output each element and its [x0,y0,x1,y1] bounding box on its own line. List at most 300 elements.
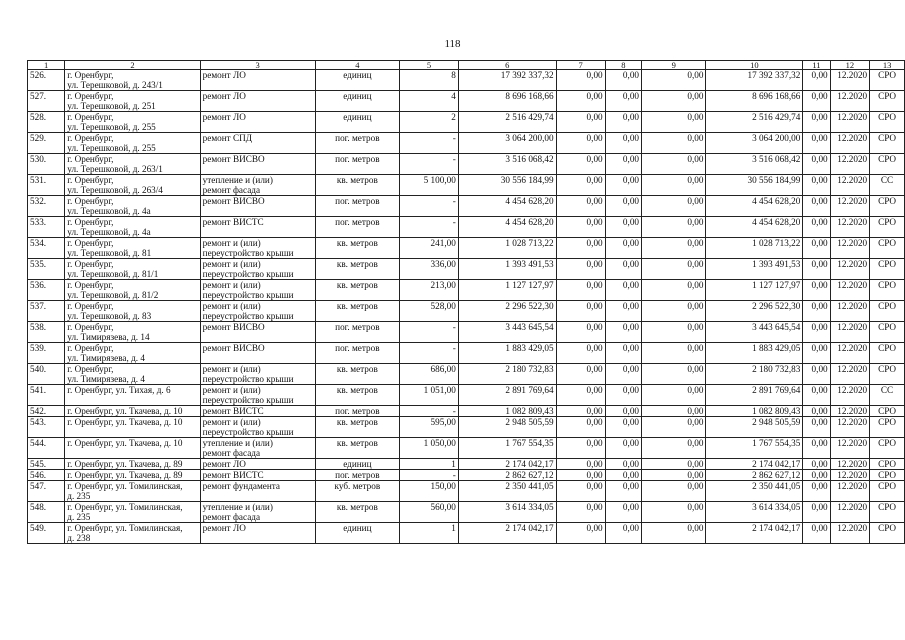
table-row [28,91,905,112]
cost-cell: 4 454 628,20 [458,196,556,217]
address-cell [65,133,200,154]
address-cell [65,196,200,217]
value-cell: 0,00 [556,438,605,459]
value-cell: 0,00 [642,406,706,417]
value-cell: 0,00 [642,175,706,196]
deadline-cell: 12.2020 [830,259,870,280]
address-cell [65,322,200,343]
table-row [28,417,905,438]
work-type-cell-line: переустройство крыши [202,269,294,279]
address-cell-line: ул. Терешковой, д. 255 [67,143,156,153]
column-header: 8 [605,61,641,70]
total-cost-cell: 3 064 200,00 [706,133,803,154]
value-cell: 0,00 [642,280,706,301]
cost-cell: 30 556 184,99 [458,175,556,196]
row-number: 541. [28,385,65,406]
table-row [28,343,905,364]
table-row [28,364,905,385]
deadline-cell: 12.2020 [830,91,870,112]
address-cell [65,406,200,417]
deadline-cell: 12.2020 [830,196,870,217]
row-number: 530. [28,154,65,175]
deadline-cell: 12.2020 [830,322,870,343]
value-cell: 0,00 [556,417,605,438]
unit-cell: кв. метров [315,385,399,406]
value-cell: 0,00 [605,406,641,417]
value-cell: 0,00 [642,154,706,175]
quantity-cell: 8 [400,70,459,91]
work-type-cell-line: ремонт и (или) [202,238,261,248]
address-cell-line: г. Оренбург, ул. Ткачева, д. 89 [67,459,183,469]
method-cell: СРО [870,154,905,175]
method-cell: СРО [870,280,905,301]
address-cell [65,259,200,280]
work-type-cell-line: ремонт ЛО [202,70,246,80]
work-type-cell-line: ремонт фасада [202,448,261,458]
deadline-cell: 12.2020 [830,438,870,459]
unit-cell: единиц [315,112,399,133]
row-number: 544. [28,438,65,459]
value-cell: 0,00 [556,343,605,364]
column-header: 6 [458,61,556,70]
address-cell-line: ул. Терешковой, д. 243/1 [67,80,163,90]
address-cell-line: г. Оренбург, [67,91,114,101]
row-number: 532. [28,196,65,217]
cost-cell: 2 180 732,83 [458,364,556,385]
work-type-cell-line: ремонт и (или) [202,280,261,290]
method-cell: СРО [870,417,905,438]
table-row [28,438,905,459]
value-cell: 0,00 [556,322,605,343]
value-cell: 0,00 [605,280,641,301]
value-cell: 0,00 [803,280,830,301]
cost-cell: 2 948 505,59 [458,417,556,438]
method-cell: СС [870,175,905,196]
value-cell: 0,00 [803,364,830,385]
quantity-cell: 150,00 [400,481,459,502]
address-cell-line: ул. Терешковой, д. 263/4 [67,185,163,195]
total-cost-cell: 2 350 441,05 [706,481,803,502]
cost-cell: 4 454 628,20 [458,217,556,238]
work-type-cell-line: ремонт и (или) [202,364,261,374]
value-cell: 0,00 [642,259,706,280]
value-cell: 0,00 [605,133,641,154]
work-type-cell [200,385,315,406]
value-cell: 0,00 [605,196,641,217]
address-cell-line: г. Оренбург, [67,280,114,290]
value-cell: 0,00 [803,343,830,364]
address-cell [65,438,200,459]
value-cell: 0,00 [556,133,605,154]
value-cell: 0,00 [642,481,706,502]
column-header: 10 [706,61,803,70]
table-row [28,154,905,175]
row-number: 527. [28,91,65,112]
value-cell: 0,00 [556,385,605,406]
quantity-cell: - [400,133,459,154]
unit-cell: кв. метров [315,238,399,259]
cost-cell: 2 350 441,05 [458,481,556,502]
column-header: 3 [200,61,315,70]
address-cell [65,154,200,175]
quantity-cell: - [400,470,459,481]
value-cell: 0,00 [556,217,605,238]
quantity-cell: - [400,322,459,343]
work-type-cell [200,154,315,175]
column-header: 2 [65,61,200,70]
value-cell: 0,00 [556,502,605,523]
quantity-cell: - [400,196,459,217]
address-cell-line: г. Оренбург, [67,196,114,206]
value-cell: 0,00 [556,259,605,280]
quantity-cell: - [400,217,459,238]
quantity-cell: - [400,406,459,417]
unit-cell: единиц [315,70,399,91]
address-cell-line: г. Оренбург, [67,154,114,164]
method-cell: СРО [870,112,905,133]
value-cell: 0,00 [803,259,830,280]
table-row [28,301,905,322]
column-header: 11 [803,61,830,70]
total-cost-cell: 17 392 337,32 [706,70,803,91]
work-type-cell-line: переустройство крыши [202,248,294,258]
value-cell: 0,00 [556,154,605,175]
value-cell: 0,00 [556,280,605,301]
work-type-cell-line: ремонт ВИСВО [202,343,265,353]
work-type-cell [200,523,315,544]
value-cell: 0,00 [605,238,641,259]
value-cell: 0,00 [556,301,605,322]
unit-cell: единиц [315,523,399,544]
total-cost-cell: 1 767 554,35 [706,438,803,459]
value-cell: 0,00 [605,417,641,438]
work-type-cell-line: ремонт ЛО [202,91,246,101]
address-cell-line: г. Оренбург, ул. Ткачева, д. 10 [67,406,183,416]
deadline-cell: 12.2020 [830,112,870,133]
column-header: 1 [28,61,65,70]
value-cell: 0,00 [803,459,830,470]
work-type-cell-line: переустройство крыши [202,374,294,384]
table-row [28,385,905,406]
value-cell: 0,00 [642,238,706,259]
quantity-cell: 1 [400,523,459,544]
cost-cell: 1 767 554,35 [458,438,556,459]
cost-cell: 3 516 068,42 [458,154,556,175]
cost-cell: 1 028 713,22 [458,238,556,259]
row-number: 545. [28,459,65,470]
address-cell [65,502,200,523]
total-cost-cell: 4 454 628,20 [706,196,803,217]
work-type-cell-line: ремонт ЛО [202,523,246,533]
cost-cell: 1 883 429,05 [458,343,556,364]
quantity-cell: 5 100,00 [400,175,459,196]
value-cell: 0,00 [605,343,641,364]
work-type-cell [200,280,315,301]
address-cell [65,217,200,238]
row-number: 546. [28,470,65,481]
column-header: 13 [870,61,905,70]
deadline-cell: 12.2020 [830,133,870,154]
unit-cell: кв. метров [315,259,399,280]
address-cell-line: г. Оренбург, ул. Тихая, д. 6 [67,385,171,395]
value-cell: 0,00 [642,133,706,154]
work-type-cell-line: ремонт ВИСВО [202,196,265,206]
address-cell-line: г. Оренбург, ул. Ткачева, д. 89 [67,470,183,480]
work-type-cell [200,502,315,523]
value-cell: 0,00 [556,364,605,385]
method-cell: СРО [870,91,905,112]
deadline-cell: 12.2020 [830,385,870,406]
value-cell: 0,00 [642,196,706,217]
address-cell [65,238,200,259]
row-number: 549. [28,523,65,544]
quantity-cell: 1 051,00 [400,385,459,406]
total-cost-cell: 4 454 628,20 [706,217,803,238]
table-row [28,481,905,502]
address-cell-line: д. 238 [67,533,91,543]
address-cell-line: г. Оренбург, ул. Ткачева, д. 10 [67,417,183,427]
work-type-cell [200,301,315,322]
work-type-cell [200,470,315,481]
method-cell: СРО [870,523,905,544]
value-cell: 0,00 [642,523,706,544]
address-cell [65,343,200,364]
row-number: 540. [28,364,65,385]
value-cell: 0,00 [803,238,830,259]
address-cell-line: ул. Терешковой, д. 255 [67,122,156,132]
work-type-cell-line: переустройство крыши [202,311,294,321]
work-type-cell-line: переустройство крыши [202,427,294,437]
cost-cell: 1 082 809,43 [458,406,556,417]
cost-cell: 2 891 769,64 [458,385,556,406]
value-cell: 0,00 [803,322,830,343]
deadline-cell: 12.2020 [830,343,870,364]
unit-cell: пог. метров [315,154,399,175]
row-number: 533. [28,217,65,238]
value-cell: 0,00 [803,481,830,502]
value-cell: 0,00 [605,364,641,385]
total-cost-cell: 1 393 491,53 [706,259,803,280]
row-number: 528. [28,112,65,133]
work-type-cell [200,91,315,112]
row-number: 531. [28,175,65,196]
table-header [28,61,905,70]
quantity-cell: 528,00 [400,301,459,322]
total-cost-cell: 2 296 522,30 [706,301,803,322]
row-number: 526. [28,70,65,91]
address-cell [65,70,200,91]
total-cost-cell: 8 696 168,66 [706,91,803,112]
work-type-cell-line: ремонт ВИСВО [202,322,265,332]
value-cell: 0,00 [556,112,605,133]
unit-cell: пог. метров [315,470,399,481]
value-cell: 0,00 [556,406,605,417]
table-row [28,322,905,343]
value-cell: 0,00 [642,385,706,406]
total-cost-cell: 3 516 068,42 [706,154,803,175]
unit-cell: единиц [315,459,399,470]
value-cell: 0,00 [605,91,641,112]
unit-cell: кв. метров [315,175,399,196]
value-cell: 0,00 [605,523,641,544]
work-type-cell [200,322,315,343]
value-cell: 0,00 [803,112,830,133]
address-cell-line: г. Оренбург, ул. Томилинская, [67,523,183,533]
value-cell: 0,00 [605,217,641,238]
address-cell [65,459,200,470]
address-cell [65,112,200,133]
address-cell [65,523,200,544]
row-number: 539. [28,343,65,364]
quantity-cell: 560,00 [400,502,459,523]
row-number: 542. [28,406,65,417]
total-cost-cell: 1 082 809,43 [706,406,803,417]
cost-cell: 1 127 127,97 [458,280,556,301]
method-cell: СРО [870,502,905,523]
work-type-cell-line: ремонт фундамента [202,481,280,491]
capital-repair-table [27,60,905,544]
unit-cell: куб. метров [315,481,399,502]
total-cost-cell: 2 948 505,59 [706,417,803,438]
total-cost-cell: 2 180 732,83 [706,364,803,385]
method-cell: СРО [870,343,905,364]
address-cell-line: ул. Терешковой, д. 251 [67,101,156,111]
table-row [28,523,905,544]
page-number: 118 [444,38,461,50]
cost-cell: 2 862 627,12 [458,470,556,481]
quantity-cell: - [400,343,459,364]
work-type-cell [200,343,315,364]
deadline-cell: 12.2020 [830,459,870,470]
address-cell-line: д. 235 [67,491,91,501]
method-cell: СРО [870,470,905,481]
unit-cell: кв. метров [315,417,399,438]
address-cell [65,175,200,196]
unit-cell: единиц [315,91,399,112]
work-type-cell-line: утепление и (или) [202,502,273,512]
total-cost-cell: 1 127 127,97 [706,280,803,301]
unit-cell: пог. метров [315,217,399,238]
value-cell: 0,00 [556,459,605,470]
value-cell: 0,00 [605,459,641,470]
value-cell: 0,00 [556,175,605,196]
deadline-cell: 12.2020 [830,217,870,238]
work-type-cell [200,70,315,91]
table-row [28,280,905,301]
quantity-cell: 336,00 [400,259,459,280]
quantity-cell: - [400,154,459,175]
table-row [28,196,905,217]
quantity-cell: 1 [400,459,459,470]
value-cell: 0,00 [642,70,706,91]
cost-cell: 2 174 042,17 [458,459,556,470]
method-cell: СРО [870,322,905,343]
unit-cell: кв. метров [315,280,399,301]
value-cell: 0,00 [605,438,641,459]
work-type-cell [200,238,315,259]
work-type-cell [200,112,315,133]
method-cell: СРО [870,459,905,470]
method-cell: СРО [870,406,905,417]
address-cell-line: ул. Терешковой, д. 81/2 [67,290,159,300]
value-cell: 0,00 [642,364,706,385]
value-cell: 0,00 [642,502,706,523]
value-cell: 0,00 [803,385,830,406]
cost-cell: 2 296 522,30 [458,301,556,322]
work-type-cell [200,217,315,238]
row-number: 547. [28,481,65,502]
address-cell-line: ул. Тимирязева, д. 14 [67,332,150,342]
column-header: 5 [400,61,459,70]
value-cell: 0,00 [642,438,706,459]
method-cell: СРО [870,259,905,280]
address-cell-line: ул. Терешковой, д. 81 [67,248,152,258]
address-cell-line: г. Оренбург, [67,70,114,80]
row-number: 534. [28,238,65,259]
unit-cell: пог. метров [315,196,399,217]
address-cell [65,91,200,112]
total-cost-cell: 2 516 429,74 [706,112,803,133]
quantity-cell: 2 [400,112,459,133]
value-cell: 0,00 [803,417,830,438]
value-cell: 0,00 [642,470,706,481]
value-cell: 0,00 [803,301,830,322]
value-cell: 0,00 [642,301,706,322]
work-type-cell-line: ремонт ВИСТС [202,470,264,480]
quantity-cell: 1 050,00 [400,438,459,459]
row-number: 543. [28,417,65,438]
work-type-cell [200,406,315,417]
table-row [28,238,905,259]
deadline-cell: 12.2020 [830,238,870,259]
value-cell: 0,00 [556,470,605,481]
table-body [28,70,905,544]
work-type-cell-line: ремонт ВИСВО [202,154,265,164]
work-type-cell-line: ремонт ВИСТС [202,406,264,416]
quantity-cell: 241,00 [400,238,459,259]
deadline-cell: 12.2020 [830,280,870,301]
total-cost-cell: 1 883 429,05 [706,343,803,364]
unit-cell: пог. метров [315,406,399,417]
value-cell: 0,00 [642,417,706,438]
value-cell: 0,00 [556,70,605,91]
address-cell-line: г. Оренбург, ул. Томилинская, [67,502,183,512]
unit-cell: пог. метров [315,322,399,343]
method-cell: СРО [870,438,905,459]
address-cell-line: г. Оренбург, [67,175,114,185]
address-cell-line: ул. Терешковой, д. 263/1 [67,164,163,174]
total-cost-cell: 3 614 334,05 [706,502,803,523]
deadline-cell: 12.2020 [830,154,870,175]
value-cell: 0,00 [803,133,830,154]
value-cell: 0,00 [803,217,830,238]
table-row [28,406,905,417]
table-row [28,470,905,481]
address-cell [65,280,200,301]
unit-cell: пог. метров [315,133,399,154]
unit-cell: кв. метров [315,502,399,523]
method-cell: СРО [870,364,905,385]
unit-cell: пог. метров [315,343,399,364]
value-cell: 0,00 [605,112,641,133]
value-cell: 0,00 [605,322,641,343]
total-cost-cell: 2 891 769,64 [706,385,803,406]
total-cost-cell: 2 862 627,12 [706,470,803,481]
cost-cell: 3 064 200,00 [458,133,556,154]
table-row [28,133,905,154]
value-cell: 0,00 [605,481,641,502]
work-type-cell-line: ремонт ЛО [202,112,246,122]
